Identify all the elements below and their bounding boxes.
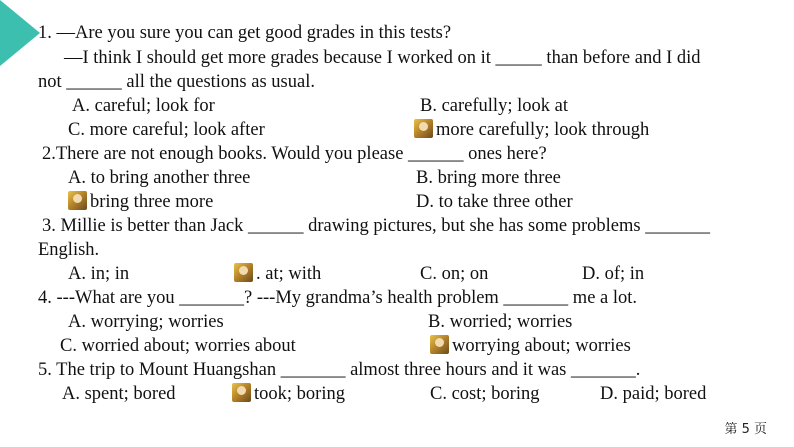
q1-stem-line2: —I think I should get more grades because I worked on it _____ than before and I did (64, 48, 701, 68)
q1-stem-line1: 1. —Are you sure you can get good grades in this tests? (38, 23, 452, 43)
q4-option-d (430, 335, 631, 357)
q1-option-d-text: more carefully; look through (436, 120, 650, 140)
q5-option-b-text: took; boring (254, 384, 345, 404)
portrait-stamp-icon (430, 335, 449, 354)
portrait-stamp-icon (414, 119, 433, 138)
q3-option-d: D. of; in (582, 264, 645, 284)
q1-option-c: C. more careful; look after (68, 120, 265, 140)
q4-option-c: C. worried about; worries about (60, 336, 296, 356)
q3-option-c: C. on; on (420, 264, 489, 284)
q2-option-b: B. bring more three (416, 168, 561, 188)
portrait-stamp-icon (232, 383, 251, 402)
q5-option-a: A. spent; bored (62, 384, 176, 404)
q5-option-b (232, 383, 345, 405)
q2-option-d: D. to take three other (416, 192, 573, 212)
q2-stem: 2.There are not enough books. Would you please ______ ones here? (42, 144, 547, 164)
q3-stem-line2: English. (38, 240, 100, 260)
q5-option-d: D. paid; bored (600, 384, 707, 404)
q3-option-b-text: . at; with (256, 264, 322, 284)
q3-option-b (234, 263, 321, 285)
q5-stem: 5. The trip to Mount Huangshan _______ almost three hours and it was _______. (38, 360, 641, 380)
q1-option-d (414, 119, 649, 141)
q2-option-c (68, 191, 213, 213)
q4-option-a: A. worrying; worries (68, 312, 224, 332)
q5-option-c: C. cost; boring (430, 384, 540, 404)
q3-stem-line1: 3. Millie is better than Jack ______ drawing pictures, but she has some problems _______ (42, 216, 710, 236)
q4-option-d-text: worrying about; worries (452, 336, 631, 356)
q4-option-b: B. worried; worries (428, 312, 573, 332)
q2-option-c-text: bring three more (90, 192, 214, 212)
page-number: 第 5 页 (724, 422, 767, 437)
q3-option-a: A. in; in (68, 264, 130, 284)
q2-option-a: A. to bring another three (68, 168, 251, 188)
q1-option-a: A. careful; look for (72, 96, 215, 116)
portrait-stamp-icon (234, 263, 253, 282)
q4-stem: 4. ---What are you _______? ---My grandma’s health problem _______ me a lot. (38, 288, 638, 308)
q1-stem-line3: not ______ all the questions as usual. (38, 72, 315, 92)
portrait-stamp-icon (68, 191, 87, 210)
q1-option-b: B. carefully; look at (420, 96, 568, 116)
